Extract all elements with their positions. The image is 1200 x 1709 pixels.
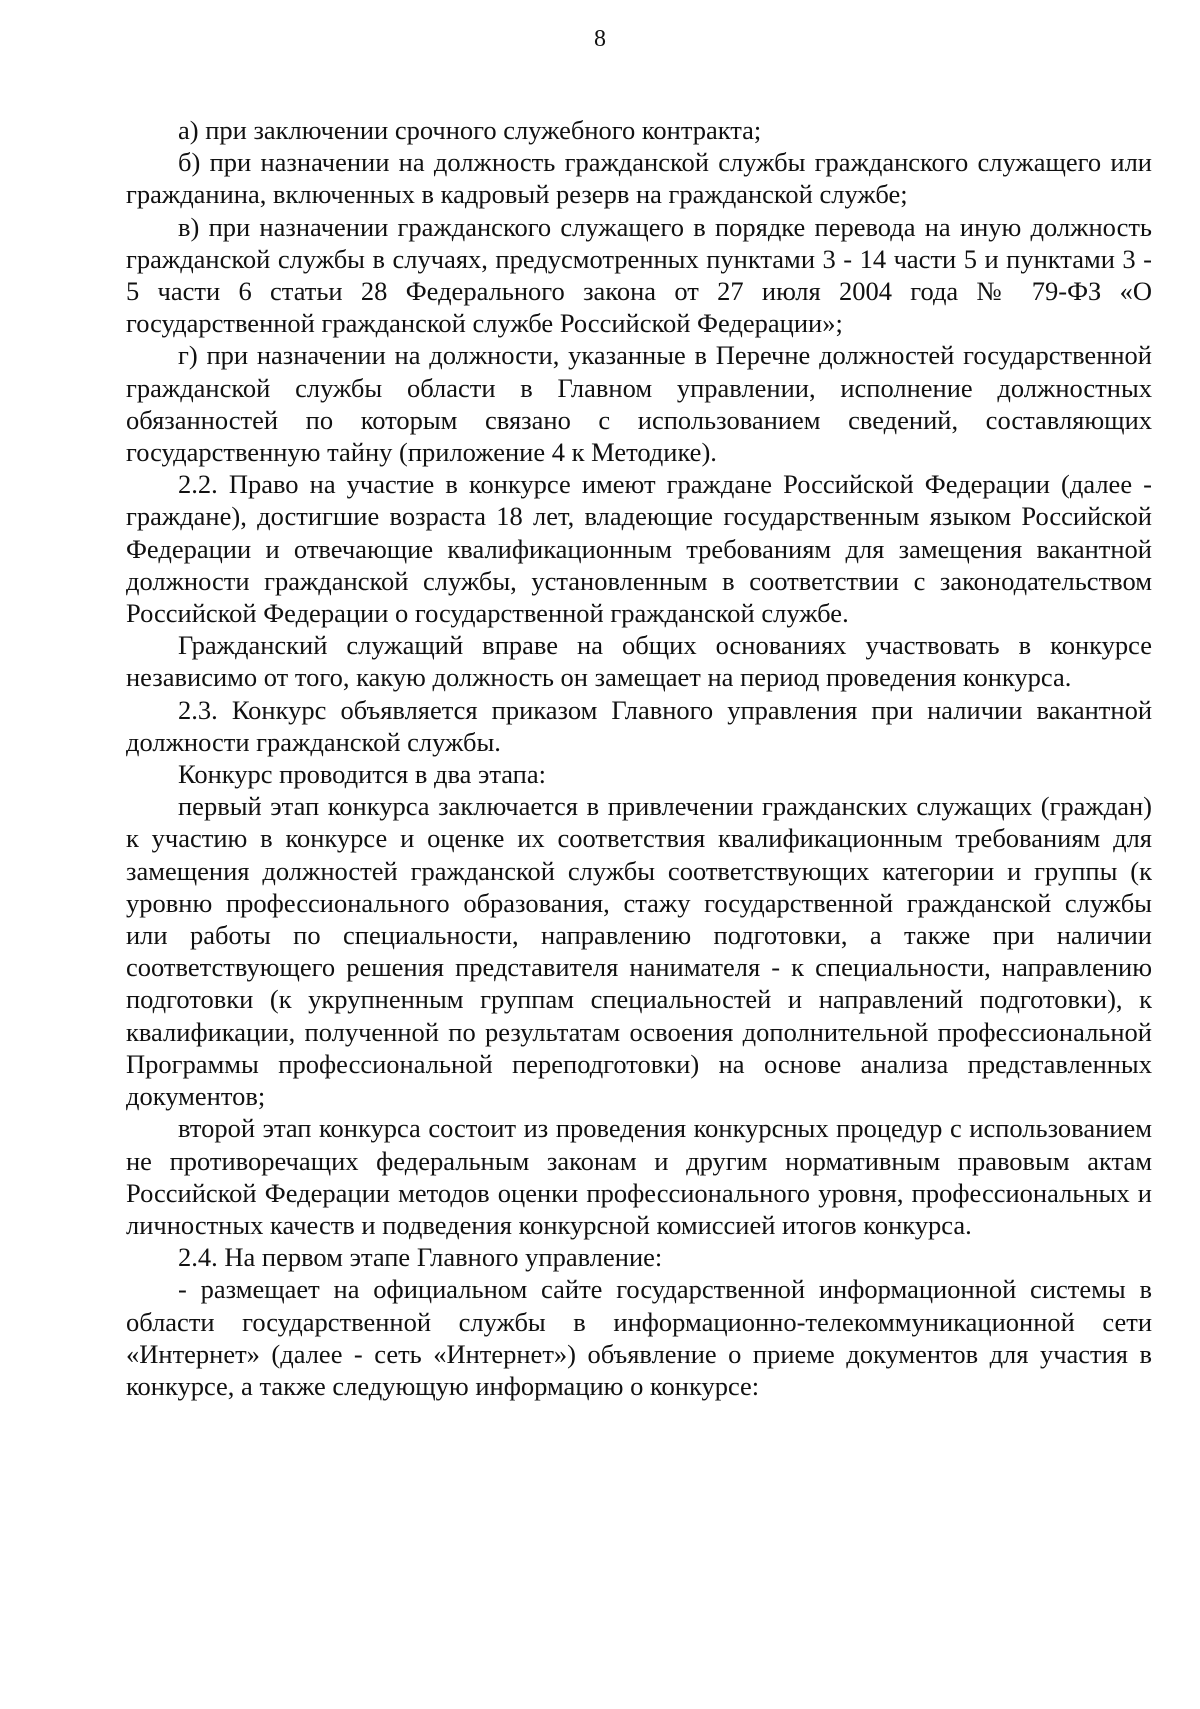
- paragraph-two-stages: Конкурс проводится в два этапа:: [178, 759, 546, 790]
- paragraph-publication: - размещает на официальном сайте государственной информационной системы в области государственной службы в информационно-телекоммуникационной сети «Интернет» (далее - сеть «Интернет») объявление о приеме документов для участия в конкурсе, а также следующую информацию о конкурсе:: [126, 1274, 1152, 1401]
- page-number: 8: [594, 26, 606, 52]
- paragraph-civil-servant-right: Гражданский служащий вправе на общих основаниях участвовать в конкурсе независимо от того, какую должность он замещает на период проведения конкурса.: [126, 630, 1152, 693]
- document-body: [126, 114, 1152, 1402]
- paragraph-2-2: 2.2. Право на участие в конкурсе имеют граждане Российской Федерации (далее - граждане), достигшие возраста 18 лет, владеющие государственным языком Российской Федерации и отвечающие квалификационным требованиям для замещения вакантной должности гражданской службы, установленным в соответствии с законодательством Российской Федерации о государственной гражданской службе.: [126, 469, 1152, 629]
- paragraph-2-4: 2.4. На первом этапе Главного управление:: [178, 1242, 663, 1273]
- paragraph-second-stage: второй этап конкурса состоит из проведения конкурсных процедур с использованием не противоречащих федеральным законам и другим нормативным правовым актам Российской Федерации методов оценки профессионального уровня, профессиональных и личностных качеств и подведения конкурсной комиссией итогов конкурса.: [126, 1113, 1152, 1240]
- paragraph-item-v: в) при назначении гражданского служащего в порядке перевода на иную должность гражданской службы в случаях, предусмотренных пунктами 3 - 14 части 5 и пунктами 3 - 5 части 6 статьи 28 Федерального закона от 27 июля 2004 года № 79-ФЗ «О государственной гражданской службе Российской Федерации»;: [126, 211, 1152, 339]
- paragraph-item-g: г) при назначении на должности, указанные в Перечне должностей государственной гражданской службы области в Главном управлении, исполнение должностных обязанностей по которым связано с использованием сведений, составляющих государственную тайну (приложение 4 к Методике).: [126, 340, 1152, 468]
- paragraph-item-b: б) при назначении на должность гражданской службы гражданского служащего или гражданина, включенных в кадровый резерв на гражданской службе;: [126, 147, 1152, 210]
- paragraph-item-a: а) при заключении срочного служебного контракта;: [178, 115, 762, 145]
- paragraph-2-3: 2.3. Конкурс объявляется приказом Главного управления при наличии вакантной должности гражданской службы.: [126, 694, 1152, 757]
- paragraph-first-stage: первый этап конкурса заключается в привлечении гражданских служащих (граждан) к участию в конкурсе и оценке их соответствия квалификационным требованиям для замещения должностей гражданской службы соответствующих категории и группы (к уровню профессионального образования, стажу государственной гражданской службы или работы по специальности, направлению подготовки, а также при наличии соответствующего решения представителя нанимателя - к специальности, направлению подготовки (к укрупненным группам специальностей и направлений подготовки), к квалификации, полученной по результатам освоения дополнительной профессиональной Программы профессиональной переподготовки) на основе анализа представленных документов;: [126, 791, 1152, 1112]
